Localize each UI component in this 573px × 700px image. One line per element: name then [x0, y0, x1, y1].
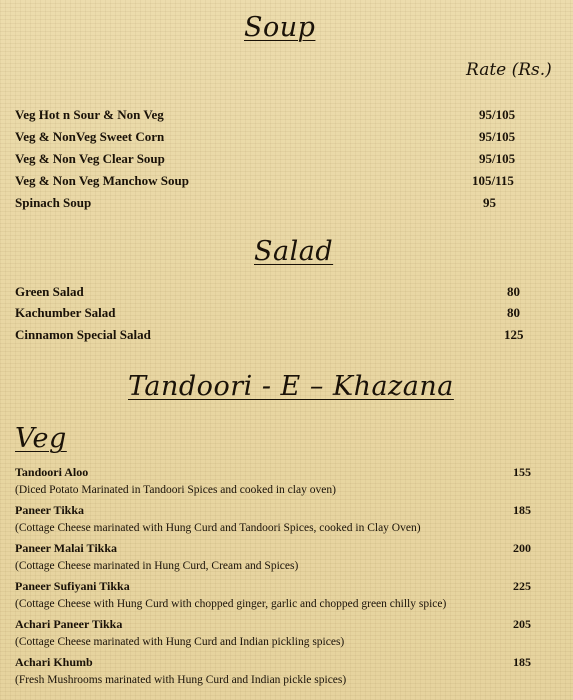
- tandoori-item-price: 155: [513, 465, 531, 479]
- tandoori-item-desc: (Diced Potato Marinated in Tandoori Spices and cooked in clay oven): [15, 484, 336, 496]
- tandoori-item-price: 205: [513, 617, 531, 631]
- soup-item-price: 95/105: [479, 107, 516, 122]
- veg-subheading: Veg: [15, 423, 67, 454]
- tandoori-item-name: Paneer Malai Tikka: [15, 541, 118, 555]
- tandoori-item-price: 185: [513, 503, 531, 517]
- soup-item-name: Veg & Non Veg Manchow Soup: [15, 173, 189, 188]
- tandoori-item-price: 185: [513, 655, 531, 669]
- soup-item-name: Veg & NonVeg Sweet Corn: [15, 129, 165, 144]
- salad-item-name: Kachumber Salad: [15, 305, 116, 320]
- salad-item-price: 80: [507, 305, 520, 320]
- tandoori-item-desc: (Cottage Cheese marinated with Hung Curd and Indian pickling spices): [15, 636, 345, 648]
- tandoori-item-desc: (Fresh Mushrooms marinated with Hung Curd and Indian pickle spices): [15, 674, 347, 686]
- salad-item-price: 125: [504, 327, 524, 342]
- tandoori-heading: Tandoori - E – Khazana: [128, 371, 454, 402]
- tandoori-item-desc: (Cottage Cheese with Hung Curd with chopped ginger, garlic and chopped green chilly spice): [15, 598, 447, 610]
- soup-item-name: Spinach Soup: [15, 195, 92, 210]
- soup-heading: Soup: [244, 12, 316, 43]
- tandoori-item-name: Achari Khumb: [15, 655, 93, 669]
- soup-item-price: 95/105: [479, 129, 516, 144]
- soup-item-name: Veg & Non Veg Clear Soup: [15, 151, 165, 166]
- salad-item-price: 80: [507, 284, 520, 299]
- salad-item-name: Cinnamon Special Salad: [15, 327, 151, 342]
- tandoori-item-price: 200: [513, 541, 531, 555]
- tandoori-item-name: Paneer Sufiyani Tikka: [15, 579, 130, 593]
- tandoori-item-desc: (Cottage Cheese marinated in Hung Curd, Cream and Spices): [15, 560, 299, 572]
- tandoori-item-desc: (Cottage Cheese marinated with Hung Curd and Tandoori Spices, cooked in Clay Oven): [15, 522, 421, 534]
- salad-heading: Salad: [254, 236, 334, 267]
- soup-item-price: 105/115: [472, 173, 514, 188]
- tandoori-item-name: Paneer Tikka: [15, 503, 85, 517]
- tandoori-item-price: 225: [513, 579, 531, 593]
- tandoori-item-name: Achari Paneer Tikka: [15, 617, 123, 631]
- salad-item-name: Green Salad: [15, 284, 84, 299]
- soup-item-price: 95/105: [479, 151, 516, 166]
- rate-label: Rate (Rs.): [466, 60, 552, 80]
- soup-item-price: 95: [483, 195, 496, 210]
- soup-item-name: Veg Hot n Sour & Non Veg: [15, 107, 164, 122]
- tandoori-item-name: Tandoori Aloo: [15, 465, 89, 479]
